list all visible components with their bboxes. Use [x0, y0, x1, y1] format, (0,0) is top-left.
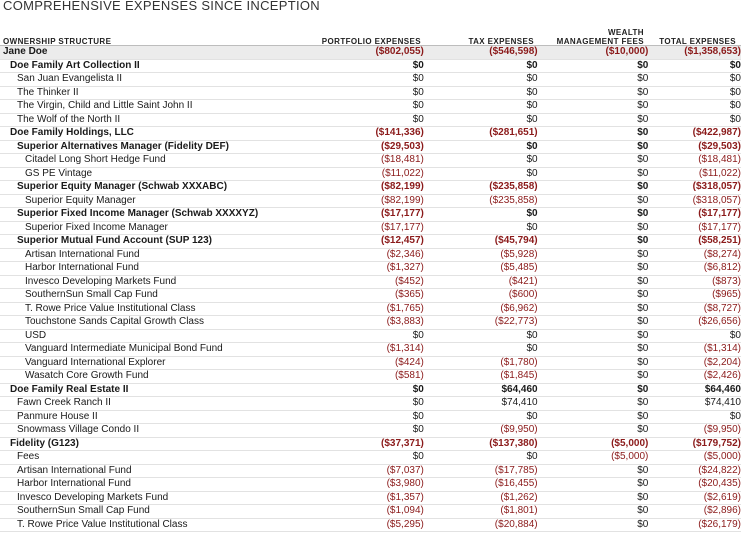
cell-portfolio: ($2,346) — [302, 248, 424, 262]
table-row — [0, 262, 741, 276]
cell-tax: ($137,380) — [424, 437, 538, 451]
cell-wealth: $0 — [538, 113, 649, 127]
cell-tax: ($1,262) — [424, 491, 538, 505]
cell-wealth: $0 — [538, 194, 649, 208]
cell-wealth: $0 — [538, 518, 649, 532]
table-row — [0, 127, 741, 141]
cell-portfolio: $0 — [302, 451, 424, 465]
cell-portfolio: ($37,371) — [302, 437, 424, 451]
row-name: Superior Fixed Income Manager — [0, 221, 302, 235]
table-row — [0, 208, 741, 222]
cell-tax: ($235,858) — [424, 181, 538, 195]
cell-portfolio: $0 — [302, 410, 424, 424]
cell-portfolio: $0 — [302, 113, 424, 127]
cell-wealth: $0 — [538, 289, 649, 303]
row-name: Invesco Developing Markets Fund — [0, 491, 302, 505]
table-row — [0, 424, 741, 438]
cell-tax: ($6,962) — [424, 302, 538, 316]
row-name: The Wolf of the North II — [0, 113, 302, 127]
table-row — [0, 59, 741, 73]
table-row — [0, 194, 741, 208]
cell-wealth: ($5,000) — [538, 437, 649, 451]
cell-wealth: $0 — [538, 181, 649, 195]
cell-total: $0 — [648, 73, 741, 87]
row-name: Harbor International Fund — [0, 478, 302, 492]
cell-portfolio: ($29,503) — [302, 140, 424, 154]
cell-wealth: $0 — [538, 383, 649, 397]
table-row — [0, 383, 741, 397]
row-name: Vanguard International Explorer — [0, 356, 302, 370]
cell-tax: ($235,858) — [424, 194, 538, 208]
cell-portfolio: $0 — [302, 86, 424, 100]
cell-total: ($5,000) — [648, 451, 741, 465]
expenses-table-body — [0, 46, 741, 532]
cell-portfolio: ($17,177) — [302, 208, 424, 222]
cell-tax: $0 — [424, 100, 538, 114]
cell-wealth: $0 — [538, 356, 649, 370]
cell-wealth: $0 — [538, 73, 649, 87]
cell-tax: ($1,845) — [424, 370, 538, 384]
table-row — [0, 113, 741, 127]
row-name: Touchstone Sands Capital Growth Class — [0, 316, 302, 330]
cell-total: ($9,950) — [648, 424, 741, 438]
cell-tax: ($16,455) — [424, 478, 538, 492]
cell-total: ($2,426) — [648, 370, 741, 384]
table-row — [0, 167, 741, 181]
cell-wealth: ($5,000) — [538, 451, 649, 465]
table-row — [0, 100, 741, 114]
cell-portfolio: ($1,327) — [302, 262, 424, 276]
table-row — [0, 518, 741, 532]
row-name: Vanguard Intermediate Municipal Bond Fund — [0, 343, 302, 357]
cell-portfolio: ($17,177) — [302, 221, 424, 235]
table-row — [0, 437, 741, 451]
table-row — [0, 491, 741, 505]
row-name: The Thinker II — [0, 86, 302, 100]
table-row — [0, 289, 741, 303]
cell-total: $0 — [648, 113, 741, 127]
cell-wealth: $0 — [538, 410, 649, 424]
cell-portfolio: ($365) — [302, 289, 424, 303]
cell-total: ($26,179) — [648, 518, 741, 532]
table-row — [0, 356, 741, 370]
row-name: GS PE Vintage — [0, 167, 302, 181]
cell-tax: $0 — [424, 329, 538, 343]
cell-portfolio: $0 — [302, 397, 424, 411]
cell-wealth: $0 — [538, 343, 649, 357]
column-header-total: TOTAL EXPENSES — [659, 37, 736, 46]
cell-total: ($24,822) — [648, 464, 741, 478]
cell-portfolio: ($1,765) — [302, 302, 424, 316]
row-name: Panmure House II — [0, 410, 302, 424]
column-header-structure: OWNERSHIP STRUCTURE — [3, 37, 112, 46]
cell-wealth: $0 — [538, 329, 649, 343]
cell-wealth: $0 — [538, 491, 649, 505]
row-name: The Virgin, Child and Little Saint John II — [0, 100, 302, 114]
row-name: Superior Fixed Income Manager (Schwab XXXXYZ) — [0, 208, 302, 222]
cell-portfolio: ($141,336) — [302, 127, 424, 141]
row-name: Snowmass Village Condo II — [0, 424, 302, 438]
cell-tax: ($20,884) — [424, 518, 538, 532]
row-name: Superior Mutual Fund Account (SUP 123) — [0, 235, 302, 249]
cell-tax: ($600) — [424, 289, 538, 303]
cell-portfolio: ($12,457) — [302, 235, 424, 249]
column-header-portfolio: PORTFOLIO EXPENSES — [321, 37, 421, 46]
row-name: Artisan International Fund — [0, 248, 302, 262]
cell-tax: $0 — [424, 343, 538, 357]
table-row — [0, 140, 741, 154]
cell-portfolio: ($1,094) — [302, 505, 424, 519]
cell-tax: $0 — [424, 208, 538, 222]
cell-tax: $0 — [424, 73, 538, 87]
cell-portfolio: ($1,314) — [302, 343, 424, 357]
cell-portfolio: ($82,199) — [302, 181, 424, 195]
cell-total: ($17,177) — [648, 208, 741, 222]
table-row — [0, 410, 741, 424]
cell-wealth: $0 — [538, 275, 649, 289]
cell-total: $0 — [648, 100, 741, 114]
cell-tax: $0 — [424, 154, 538, 168]
cell-tax: ($1,801) — [424, 505, 538, 519]
cell-tax: $0 — [424, 86, 538, 100]
cell-portfolio: ($3,883) — [302, 316, 424, 330]
row-name: Superior Alternatives Manager (Fidelity DEF) — [0, 140, 302, 154]
table-row — [0, 370, 741, 384]
row-name: San Juan Evangelista II — [0, 73, 302, 87]
cell-wealth: ($10,000) — [538, 46, 649, 60]
cell-tax: $0 — [424, 221, 538, 235]
cell-portfolio: ($424) — [302, 356, 424, 370]
cell-wealth: $0 — [538, 221, 649, 235]
cell-wealth: $0 — [538, 478, 649, 492]
cell-wealth: $0 — [538, 262, 649, 276]
table-row — [0, 275, 741, 289]
cell-total: ($8,274) — [648, 248, 741, 262]
cell-wealth: $0 — [538, 370, 649, 384]
cell-portfolio: ($3,980) — [302, 478, 424, 492]
cell-total: ($29,503) — [648, 140, 741, 154]
cell-total: $0 — [648, 329, 741, 343]
cell-portfolio: ($1,357) — [302, 491, 424, 505]
cell-total: ($1,358,653) — [648, 46, 741, 60]
row-name: Fawn Creek Ranch II — [0, 397, 302, 411]
cell-total: $0 — [648, 86, 741, 100]
cell-portfolio: ($7,037) — [302, 464, 424, 478]
cell-total: ($17,177) — [648, 221, 741, 235]
cell-tax: ($281,651) — [424, 127, 538, 141]
table-row — [0, 505, 741, 519]
cell-tax: ($546,598) — [424, 46, 538, 60]
row-name: T. Rowe Price Value Institutional Class — [0, 302, 302, 316]
cell-tax: $74,410 — [424, 397, 538, 411]
row-name: Doe Family Holdings, LLC — [0, 127, 302, 141]
row-name: Fees — [0, 451, 302, 465]
cell-total: $0 — [648, 59, 741, 73]
cell-total: ($965) — [648, 289, 741, 303]
cell-wealth: $0 — [538, 86, 649, 100]
cell-wealth: $0 — [538, 505, 649, 519]
cell-total: ($26,656) — [648, 316, 741, 330]
cell-wealth: $0 — [538, 248, 649, 262]
cell-total: ($20,435) — [648, 478, 741, 492]
cell-tax: $0 — [424, 167, 538, 181]
cell-portfolio: ($452) — [302, 275, 424, 289]
cell-portfolio: ($18,481) — [302, 154, 424, 168]
cell-total: ($422,987) — [648, 127, 741, 141]
cell-wealth: $0 — [538, 208, 649, 222]
row-name: SouthernSun Small Cap Fund — [0, 505, 302, 519]
table-row — [0, 181, 741, 195]
cell-total: ($2,896) — [648, 505, 741, 519]
cell-wealth: $0 — [538, 140, 649, 154]
cell-tax: $0 — [424, 59, 538, 73]
cell-tax: $0 — [424, 113, 538, 127]
cell-tax: $0 — [424, 140, 538, 154]
cell-total: ($1,314) — [648, 343, 741, 357]
table-row — [0, 86, 741, 100]
column-header-wealth: WEALTH MANAGEMENT FEES — [556, 28, 644, 46]
row-name: Wasatch Core Growth Fund — [0, 370, 302, 384]
cell-portfolio: $0 — [302, 383, 424, 397]
cell-wealth: $0 — [538, 127, 649, 141]
row-name: Doe Family Real Estate II — [0, 383, 302, 397]
cell-tax: $0 — [424, 410, 538, 424]
table-row — [0, 46, 741, 60]
cell-wealth: $0 — [538, 424, 649, 438]
row-name: Fidelity (G123) — [0, 437, 302, 451]
cell-portfolio: ($11,022) — [302, 167, 424, 181]
table-row — [0, 478, 741, 492]
row-name: Doe Family Art Collection II — [0, 59, 302, 73]
row-name: T. Rowe Price Value Institutional Class — [0, 518, 302, 532]
cell-wealth: $0 — [538, 154, 649, 168]
row-name: USD — [0, 329, 302, 343]
cell-total: ($318,057) — [648, 181, 741, 195]
table-row — [0, 397, 741, 411]
cell-wealth: $0 — [538, 167, 649, 181]
cell-portfolio: ($5,295) — [302, 518, 424, 532]
cell-portfolio: $0 — [302, 59, 424, 73]
table-row — [0, 451, 741, 465]
row-name: Jane Doe — [0, 46, 302, 60]
cell-portfolio: ($802,055) — [302, 46, 424, 60]
cell-total: ($179,752) — [648, 437, 741, 451]
row-name: Superior Equity Manager — [0, 194, 302, 208]
row-name: Invesco Developing Markets Fund — [0, 275, 302, 289]
cell-total: $0 — [648, 410, 741, 424]
cell-total: ($2,204) — [648, 356, 741, 370]
cell-portfolio: ($82,199) — [302, 194, 424, 208]
cell-tax: ($421) — [424, 275, 538, 289]
cell-tax: $64,460 — [424, 383, 538, 397]
cell-total: ($11,022) — [648, 167, 741, 181]
table-row — [0, 235, 741, 249]
cell-tax: ($22,773) — [424, 316, 538, 330]
cell-tax: ($1,780) — [424, 356, 538, 370]
cell-total: $64,460 — [648, 383, 741, 397]
cell-wealth: $0 — [538, 397, 649, 411]
row-name: Citadel Long Short Hedge Fund — [0, 154, 302, 168]
table-row — [0, 464, 741, 478]
table-row — [0, 154, 741, 168]
cell-portfolio: ($581) — [302, 370, 424, 384]
table-row — [0, 221, 741, 235]
cell-portfolio: $0 — [302, 329, 424, 343]
table-row — [0, 343, 741, 357]
cell-wealth: $0 — [538, 302, 649, 316]
cell-total: ($6,812) — [648, 262, 741, 276]
cell-total: ($58,251) — [648, 235, 741, 249]
cell-total: $74,410 — [648, 397, 741, 411]
column-header-row — [0, 28, 741, 46]
row-name: Artisan International Fund — [0, 464, 302, 478]
cell-tax: $0 — [424, 451, 538, 465]
cell-total: ($8,727) — [648, 302, 741, 316]
row-name: Superior Equity Manager (Schwab XXXABC) — [0, 181, 302, 195]
cell-wealth: $0 — [538, 235, 649, 249]
row-name: Harbor International Fund — [0, 262, 302, 276]
cell-wealth: $0 — [538, 316, 649, 330]
table-row — [0, 302, 741, 316]
cell-wealth: $0 — [538, 59, 649, 73]
cell-portfolio: $0 — [302, 424, 424, 438]
cell-portfolio: $0 — [302, 73, 424, 87]
table-row — [0, 248, 741, 262]
table-row — [0, 73, 741, 87]
cell-tax: ($5,485) — [424, 262, 538, 276]
cell-tax: ($45,794) — [424, 235, 538, 249]
table-row — [0, 316, 741, 330]
cell-total: ($318,057) — [648, 194, 741, 208]
cell-portfolio: $0 — [302, 100, 424, 114]
cell-total: ($18,481) — [648, 154, 741, 168]
cell-tax: ($17,785) — [424, 464, 538, 478]
cell-tax: ($9,950) — [424, 424, 538, 438]
cell-total: ($2,619) — [648, 491, 741, 505]
table-row — [0, 329, 741, 343]
expenses-table — [0, 45, 741, 532]
cell-wealth: $0 — [538, 464, 649, 478]
cell-tax: ($5,928) — [424, 248, 538, 262]
cell-wealth: $0 — [538, 100, 649, 114]
cell-total: ($873) — [648, 275, 741, 289]
report-title: COMPREHENSIVE EXPENSES SINCE INCEPTION — [3, 0, 320, 13]
column-header-tax: TAX EXPENSES — [468, 37, 534, 46]
row-name: SouthernSun Small Cap Fund — [0, 289, 302, 303]
